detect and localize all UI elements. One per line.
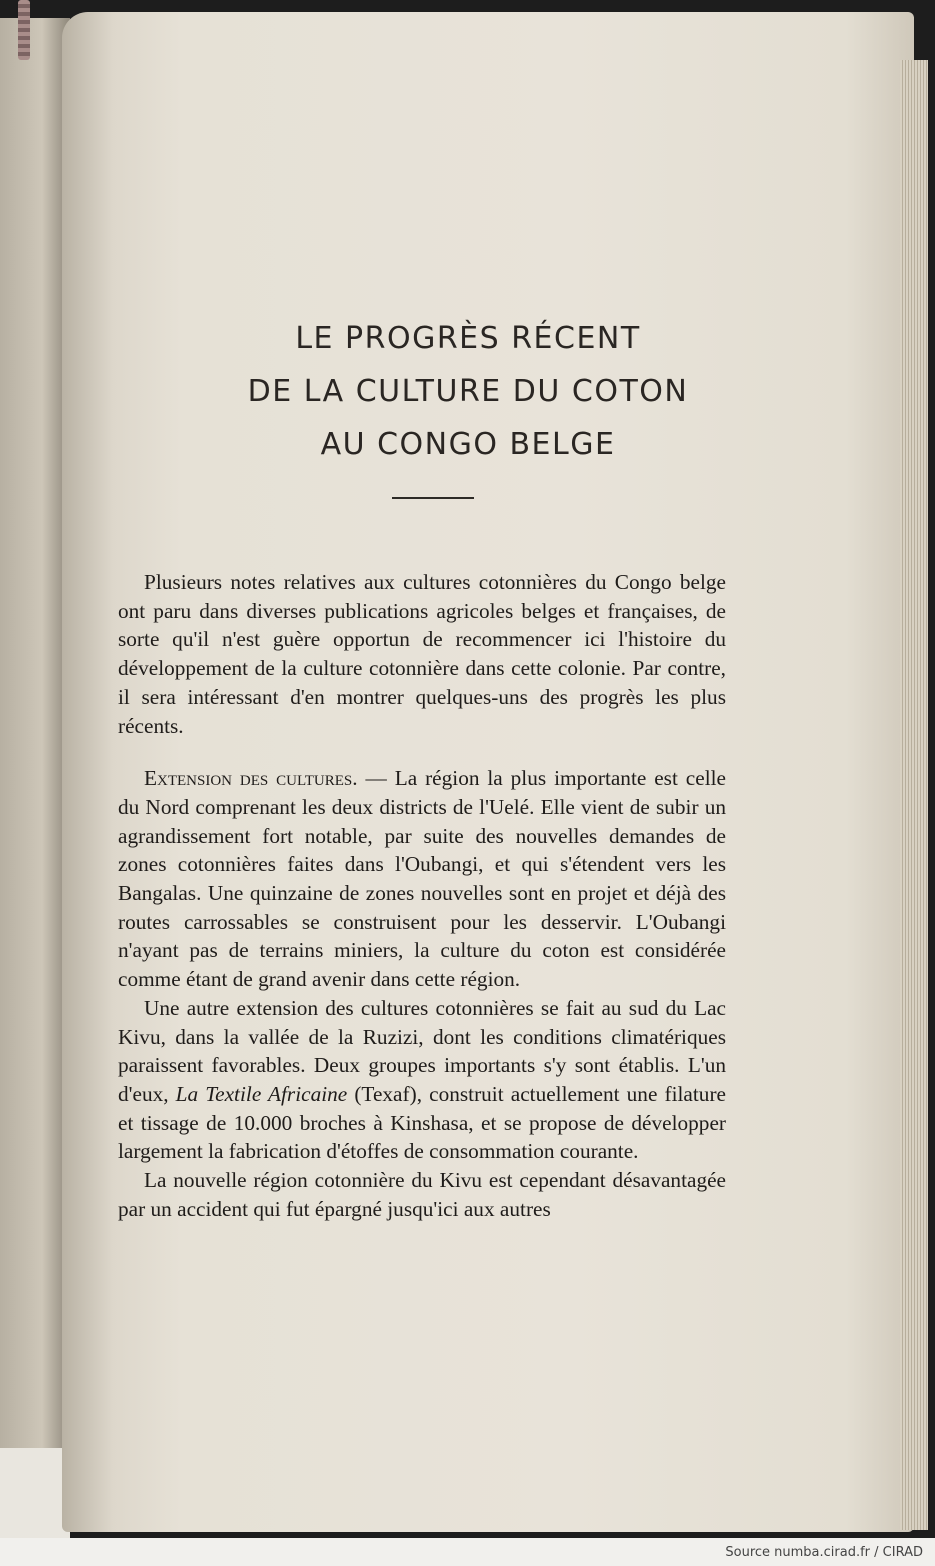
article-title xyxy=(100,312,836,471)
paragraph-kivu-disadvantage: La nouvelle région cotonnière du Kivu est cependant désavantagée par un accident qui fut épargné jusqu'ici aux autres xyxy=(118,1168,726,1221)
paragraph-kivu-text-1: Une autre extension des cultures cotonnières se fait au sud du Lac Kivu, dans la vallée de la Ruzizi, dont les conditions climatériques paraissent favorables. Deux groupes importants s'y sont établis. L'un d'eux, xyxy=(118,995,726,1106)
title-line-1: LE PROGRÈS RÉCENT xyxy=(295,321,641,356)
paragraph-kivu-text-2: (Texaf), construit actuellement une filature et tissage de 10.000 broches à Kinshasa, et se propose de développer largement la fabrication d'étoffes de consommation courante. xyxy=(118,1081,726,1164)
paragraph-extension-text: — La région la plus importante est celle du Nord comprenant les deux districts de l'Uelé. Elle vient de subir un agrandissement fort notable, par suite des nouvelles demandes de zones cotonnières faites dans l'Oubangi, et qui s'étendent vers les Bangalas. Une quinzaine de zones nouvelles sont en projet et déjà des routes carrossables se construisent pour les desservir. L'Oubangi n'ayant pas de terrains miniers, la culture du coton est considérée comme étant de grand avenir dans cette région. xyxy=(118,766,726,992)
paragraph-extension xyxy=(118,764,726,994)
left-page-strip xyxy=(0,1448,70,1538)
title-line-2: DE LA CULTURE DU COTON xyxy=(247,374,689,409)
article-body xyxy=(118,568,726,1223)
left-page-edge xyxy=(0,18,70,1448)
bookmark-ribbon xyxy=(18,0,30,60)
page-stack-edge xyxy=(900,60,928,1530)
title-line-3: AU CONGO BELGE xyxy=(320,427,616,462)
title-divider xyxy=(392,497,474,499)
paragraph-intro: Plusieurs notes relatives aux cultures cotonnières du Congo belge ont paru dans diverses publications agricoles belges et françaises, de sorte qu'il n'est guère opportun de recommencer ici l'histoire du développement de la culture cotonnière dans cette colonie. Par contre, il sera intéressant d'en montrer quelques-uns des progrès les plus récents. xyxy=(118,570,726,738)
company-name: La Textile Africaine xyxy=(175,1081,348,1106)
source-credit: Source numba.cirad.fr / CIRAD xyxy=(725,1545,923,1560)
section-heading: Extension des cultures. xyxy=(144,766,358,791)
paragraph-kivu xyxy=(118,994,726,1166)
